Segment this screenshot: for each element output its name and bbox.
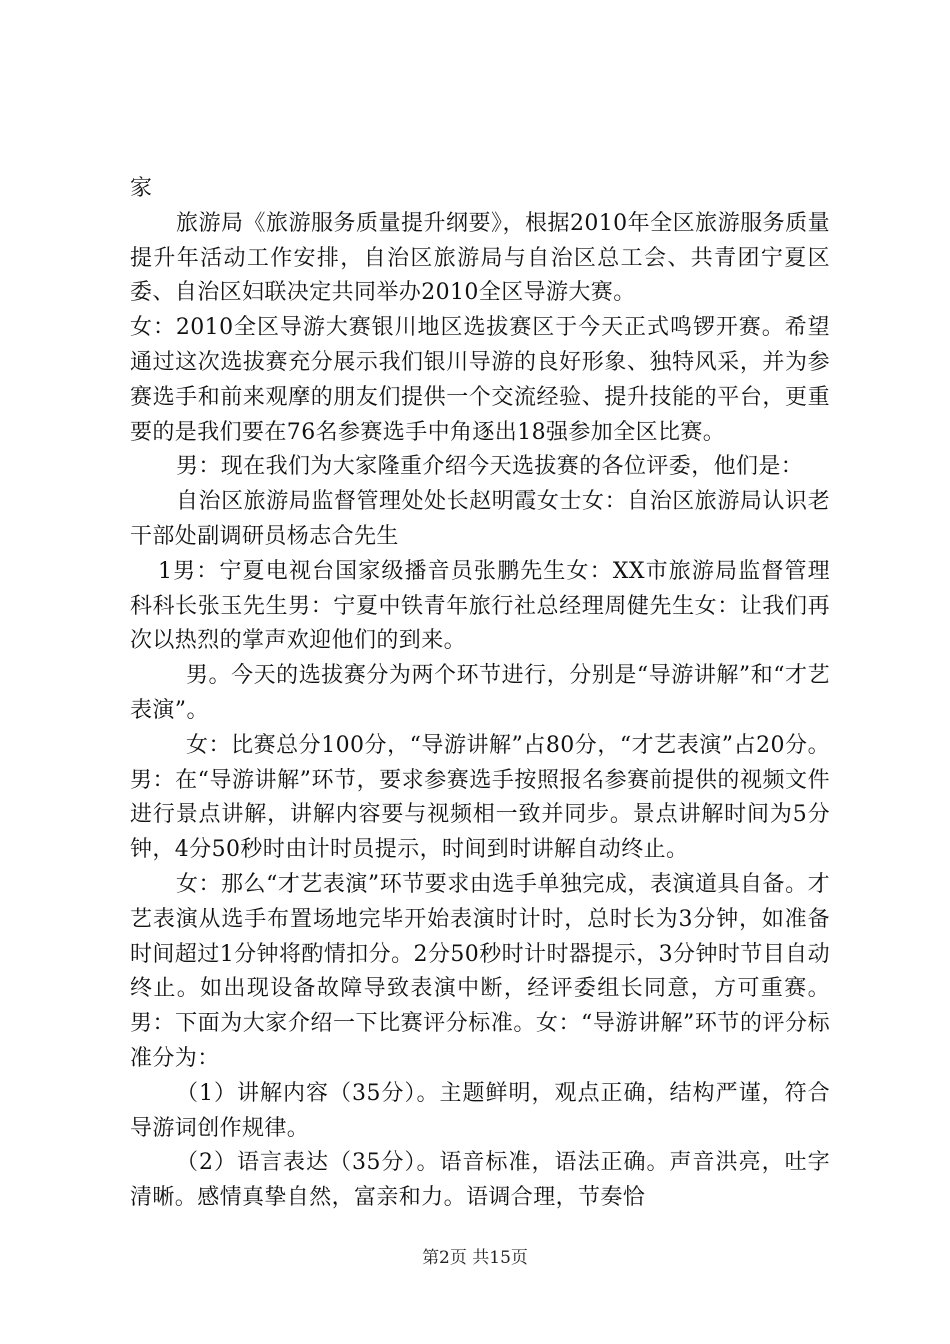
paragraph-criteria-2: （2）语言表达（35分）。语音标准，语法正确。声音洪亮，吐字清晰。感情真挚自然，富亲和力。语调合理，节奏恰: [130, 1150, 830, 1211]
page-number-footer: 第2页 共15页: [422, 1248, 528, 1268]
document-body: [130, 172, 830, 1216]
paragraph-scoring-rules: 女：比赛总分100分，“导游讲解”占80分，“才艺表演”占20分。男：在“导游讲解”环节，要求参赛选手按照报名参赛前提供的视频文件进行景点讲解，讲解内容要与视频相一致并同步。景点讲解时间为5分钟，4分50秒时由计时员提示，时间到时讲解自动终止。: [130, 732, 830, 863]
paragraph-intro: 旅游局《旅游服务质量提升纲要》，根据2010年全区旅游服务质量提升年活动工作安排，自治区旅游局与自治区总工会、共青团宁夏区委、自治区妇联决定共同举办2010全区导游大赛。: [130, 210, 830, 306]
paragraph-criteria-1: （1）讲解内容（35分）。主题鲜明，观点正确，结构严谨，符合导游词创作规律。: [130, 1080, 830, 1141]
paragraph-judges-list-2: 1男：宁夏电视台国家级播音员张鹏先生女：XX市旅游局监督管理科科长张玉先生男：宁夏中铁青年旅行社总经理周健先生女：让我们再次以热烈的掌声欢迎他们的到来。: [130, 558, 830, 654]
paragraph-judges-list-1: 自治区旅游局监督管理处处长赵明霞女士女：自治区旅游局认识老干部处副调研员杨志合先生: [130, 489, 830, 549]
paragraph-competition-sections: 男。今天的选拔赛分为两个环节进行，分别是“导游讲解”和“才艺表演”。: [130, 663, 830, 723]
paragraph-female-opening: 女：2010全区导游大赛银川地区选拔赛区于今天正式鸣锣开赛。希望通过这次选拔赛充分展示我们银川导游的良好形象、独特风采，并为参赛选手和前来观摩的朋友们提供一个交流经验、提升技能的平台，更重要的是我们要在76名参赛选手中角逐出18强参加全区比赛。: [130, 315, 830, 445]
paragraph-fragment: 家: [130, 176, 153, 201]
paragraph-male-judges-intro: 男：现在我们为大家隆重介绍今天选拔赛的各位评委，他们是：: [176, 454, 804, 480]
paragraph-talent-rules: 女：那么“才艺表演”环节要求由选手单独完成，表演道具自备。才艺表演从选手布置场地完毕开始表演时计时，总时长为3分钟，如准备时间超过1分钟将酌情扣分。2分50秒时计时器提示，3分钟时节目自动终止。如出现设备故障导致表演中断，经评委组长同意，方可重赛。男：下面为大家介绍一下比赛评分标准。女：“导游讲解”环节的评分标准分为：: [130, 871, 830, 1071]
